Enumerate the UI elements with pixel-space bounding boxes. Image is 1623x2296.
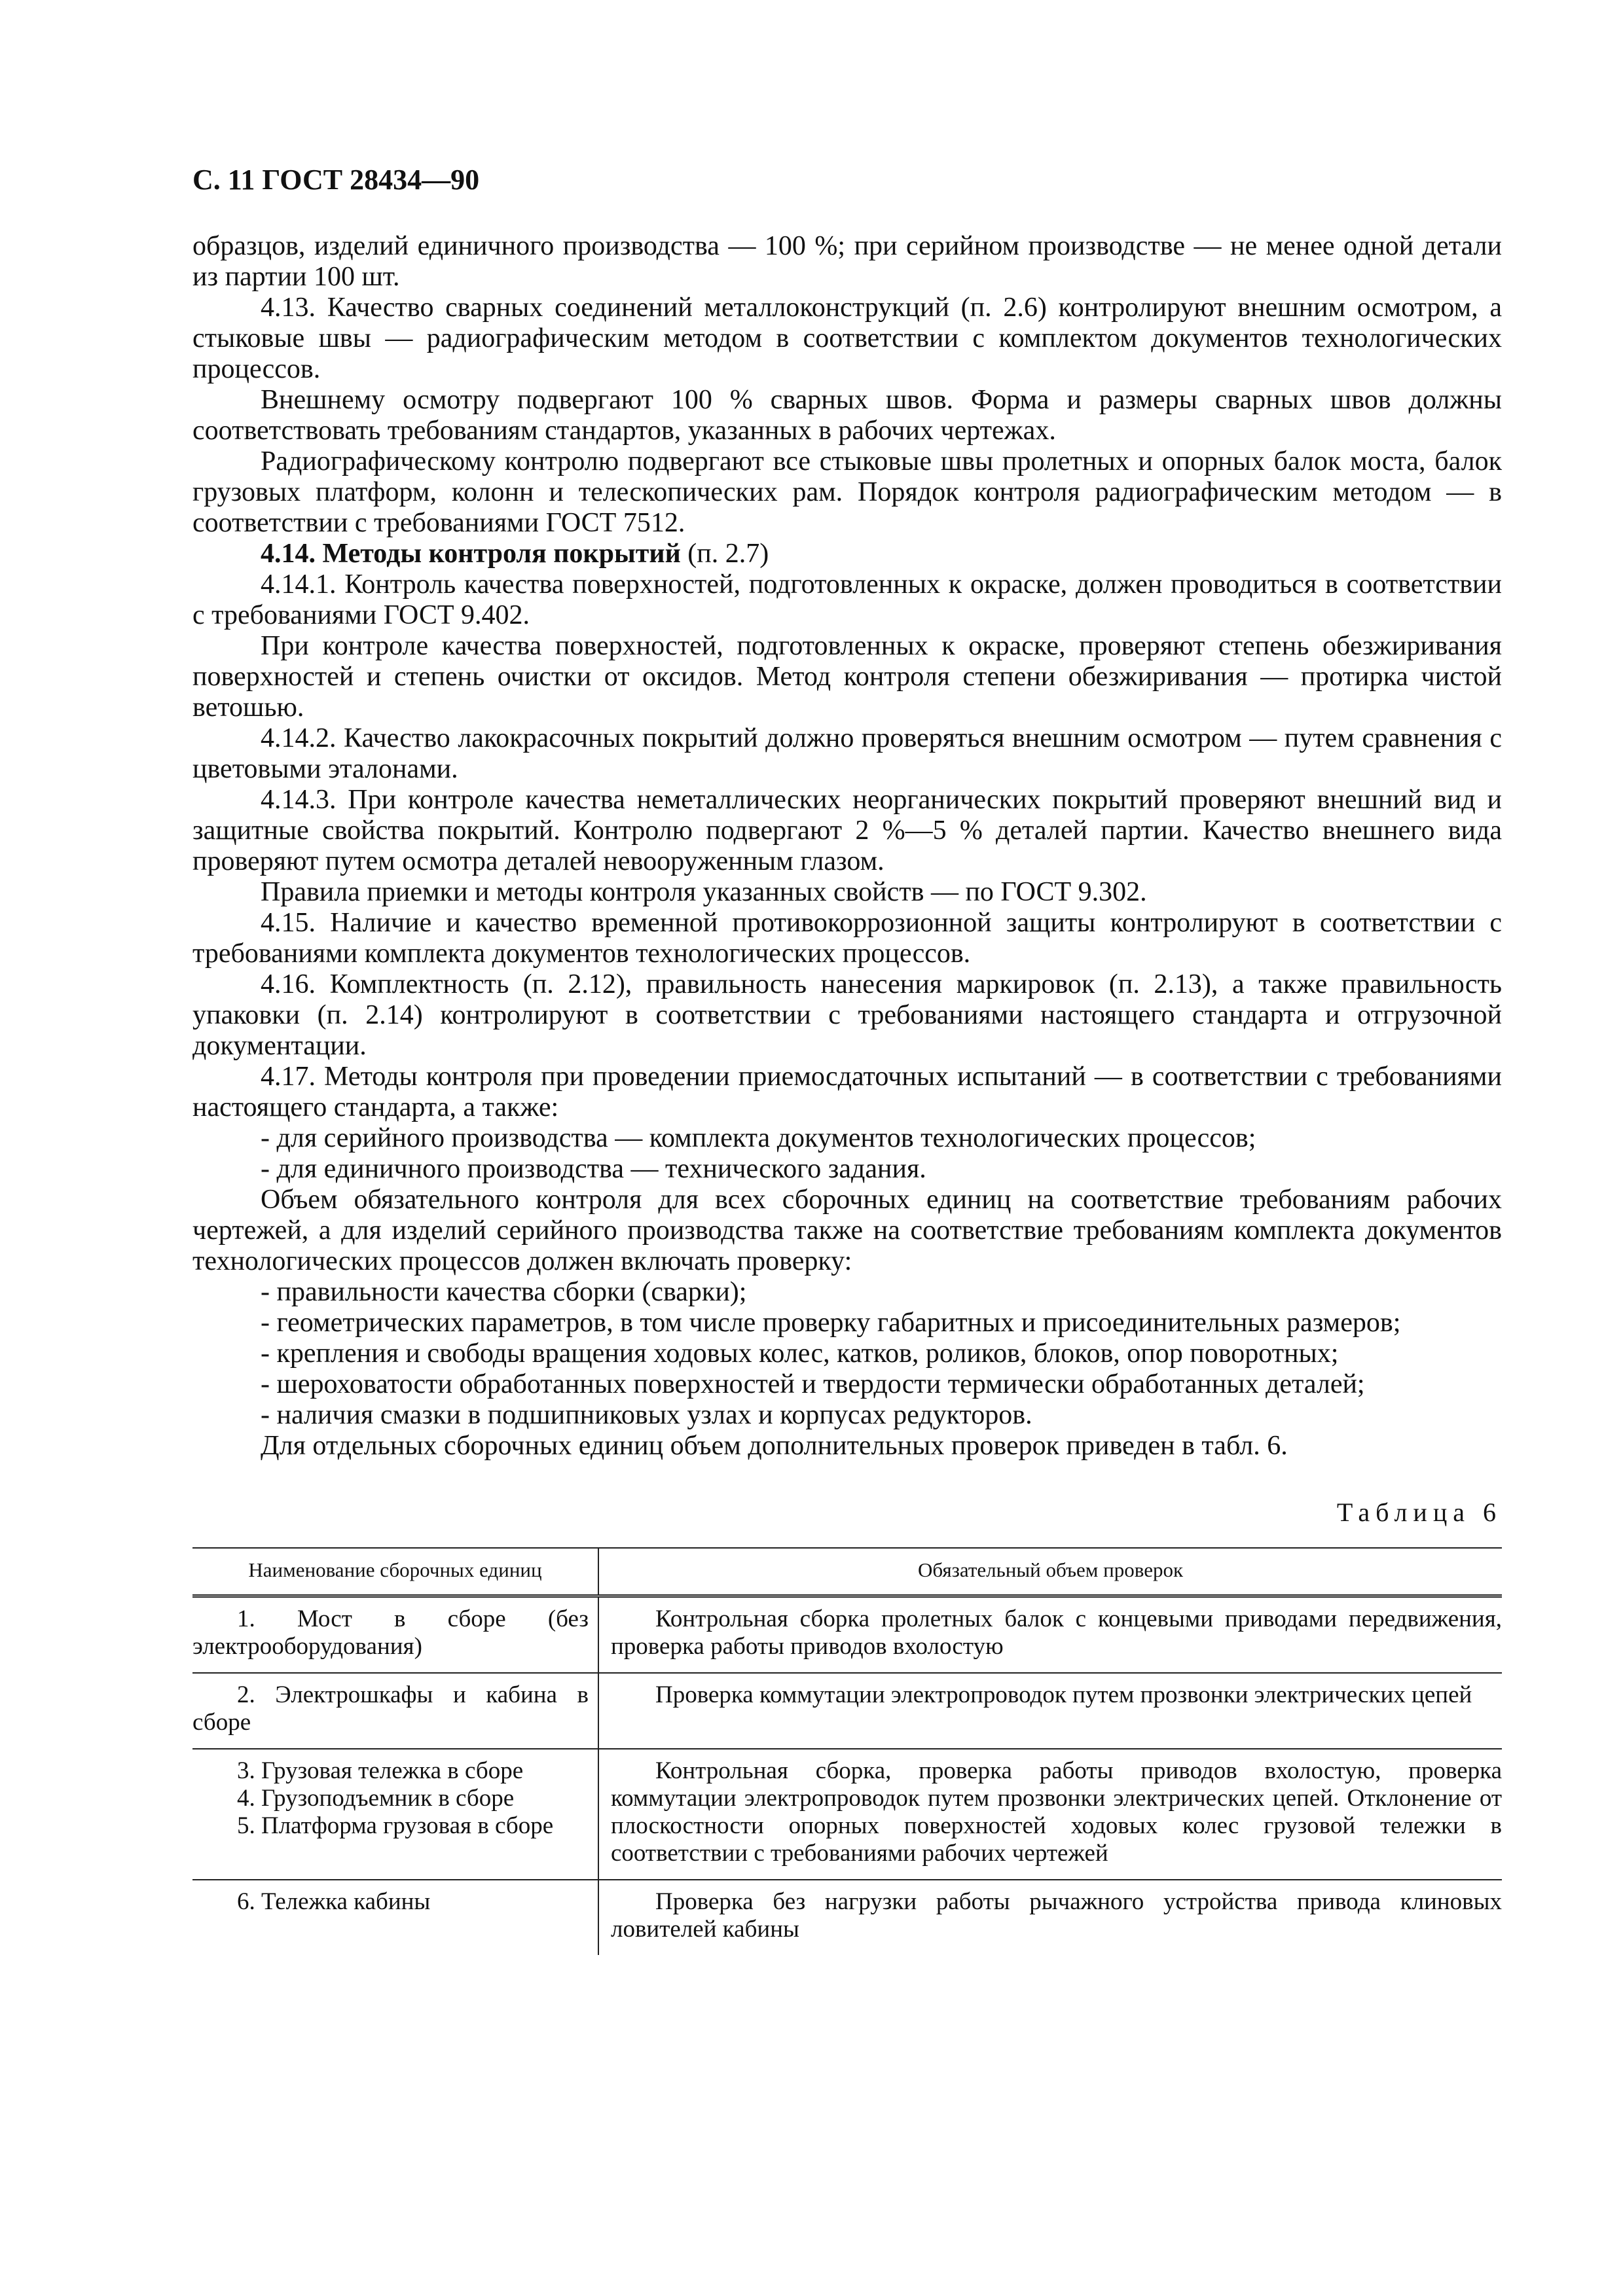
table-row [192,1596,1502,1674]
table-body [192,1596,1502,1956]
paragraph: 4.14.3. При контроле качества неметаллических неорганических покрытий проверяют внешний вид и защитные свойства покрытий. Контролю подвергают 2 %—5 % деталей партии. Качество внешнего вида проверяют путем осмотра деталей невооруженным глазом. [192,785,1502,876]
paragraph-text: (п. 2.7) [680,539,769,569]
unit-name-cell [192,1673,598,1749]
paragraph: Для отдельных сборочных единиц объем дополнительных проверок приведен в табл. 6. [261,1431,1288,1461]
list-item: - наличия смазки в подшипниковых узлах и корпусах редукторов. [261,1400,1032,1430]
paragraph: 4.14.1. Контроль качества поверхностей, подготовленных к окраске, должен проводиться в соответствии с требованиями ГОСТ 9.402. [192,569,1502,630]
list-item: - для единичного производства — технического задания. [261,1154,926,1184]
column-header-units: Наименование сборочных единиц [192,1548,598,1596]
checks-cell [598,1673,1502,1749]
unit-name: 6. Тележка кабины [237,1888,431,1915]
unit-name-cell [192,1749,598,1880]
table-caption: Таблица 6 [1336,1498,1502,1527]
paragraph: Правила приемки и методы контроля указанных свойств — по ГОСТ 9.302. [261,877,1147,907]
paragraph: образцов, изделий единичного производства — 100 %; при серийном производстве — не менее одной детали из партии 100 шт. [192,231,1502,292]
unit-name: 3. Грузовая тележка в сборе [237,1757,524,1784]
inspection-table [192,1547,1502,1955]
section-heading: 4.14. Методы контроля покрытий [261,539,681,569]
list-item: - геометрических параметров, в том числе проверку габаритных и присоединительных размеров; [261,1308,1401,1338]
checks-text: Контрольная сборка, проверка работы приводов вхолостую, проверка коммутации электропроводок путем прозвонки электрических цепей. Отклонение от плоскостности опорных поверхностей ходовых колес грузовой тележки в соответствии с требованиями рабочих чертежей [611,1757,1502,1867]
checks-text: Контрольная сборка пролетных балок с концевыми приводами передвижения, проверка работы приводов вхолостую [611,1605,1502,1660]
unit-name: 1. Мост в сборе (без электрооборудования) [192,1605,589,1660]
checks-text: Проверка коммутации электропроводок путем прозвонки электрических цепей [655,1681,1472,1708]
unit-name: 4. Грузоподъемник в сборе [237,1785,515,1812]
list-item: - для серийного производства — комплекта документов технологических процессов; [261,1123,1256,1153]
checks-cell [598,1880,1502,1955]
unit-name: 2. Электрошкафы и кабина в сборе [192,1681,589,1736]
paragraph: Радиографическому контролю подвергают все стыковые швы пролетных и опорных балок моста, балок грузовых платформ, колонн и телескопических рам. Порядок контроля радиографическим методом — в соответствии с требованиями ГОСТ 7512. [192,446,1502,538]
checks-text: Проверка без нагрузки работы рычажного устройства привода клиновых ловителей кабины [611,1888,1502,1943]
unit-name: 5. Платформа грузовая в сборе [237,1812,554,1839]
paragraph: При контроле качества поверхностей, подготовленных к окраске, проверяют степень обезжиривания поверхностей и степень очистки от оксидов. Метод контроля степени обезжиривания — протирка чистой ветошью. [192,631,1502,723]
table-row [192,1673,1502,1749]
paragraph [192,539,1502,569]
paragraph: 4.15. Наличие и качество временной противокоррозионной защиты контролируют в соответствии с требованиями комплекта документов технологических процессов. [192,908,1502,969]
paragraph: 4.17. Методы контроля при проведении приемосдаточных испытаний — в соответствии с требованиями настоящего стандарта, а также: [192,1062,1502,1122]
paragraph: Объем обязательного контроля для всех сборочных единиц на соответствие требованиям рабочих чертежей, а для изделий серийного производства также на соответствие требованиям комплекта документов технологических процессов должен включать проверку: [192,1185,1502,1276]
paragraph: 4.16. Комплектность (п. 2.12), правильность нанесения маркировок (п. 2.13), а также правильность упаковки (п. 2.14) контролируют в соответствии с требованиями настоящего стандарта и отгрузочной документации. [192,969,1502,1061]
list-item: - крепления и свободы вращения ходовых колес, катков, роликов, блоков, опор поворотных; [261,1338,1339,1369]
paragraph: 4.14.2. Качество лакокрасочных покрытий должно проверяться внешним осмотром — путем сравнения с цветовыми эталонами. [192,723,1502,784]
list-item: - правильности качества сборки (сварки); [261,1277,747,1307]
paragraph: Внешнему осмотру подвергают 100 % сварных швов. Форма и размеры сварных швов должны соответствовать требованиям стандартов, указанных в рабочих чертежах. [192,385,1502,446]
table-row [192,1749,1502,1880]
table-row [192,1880,1502,1955]
unit-name-cell [192,1880,598,1955]
unit-name-cell [192,1596,598,1674]
list-item: - шероховатости обработанных поверхностей и твердости термически обработанных деталей; [261,1369,1365,1399]
checks-cell [598,1596,1502,1674]
column-header-checks: Обязательный объем проверок [598,1548,1502,1596]
page-header: С. 11 ГОСТ 28434—90 [192,164,480,196]
document-page [192,160,1502,1955]
body-text [192,231,1502,1462]
paragraph: 4.13. Качество сварных соединений металлоконструкций (п. 2.6) контролируют внешним осмотром, а стыковые швы — радиографическим методом в соответствии с комплектом документов технологических процессов. [192,293,1502,384]
checks-cell [598,1749,1502,1880]
table-header-row [192,1548,1502,1596]
